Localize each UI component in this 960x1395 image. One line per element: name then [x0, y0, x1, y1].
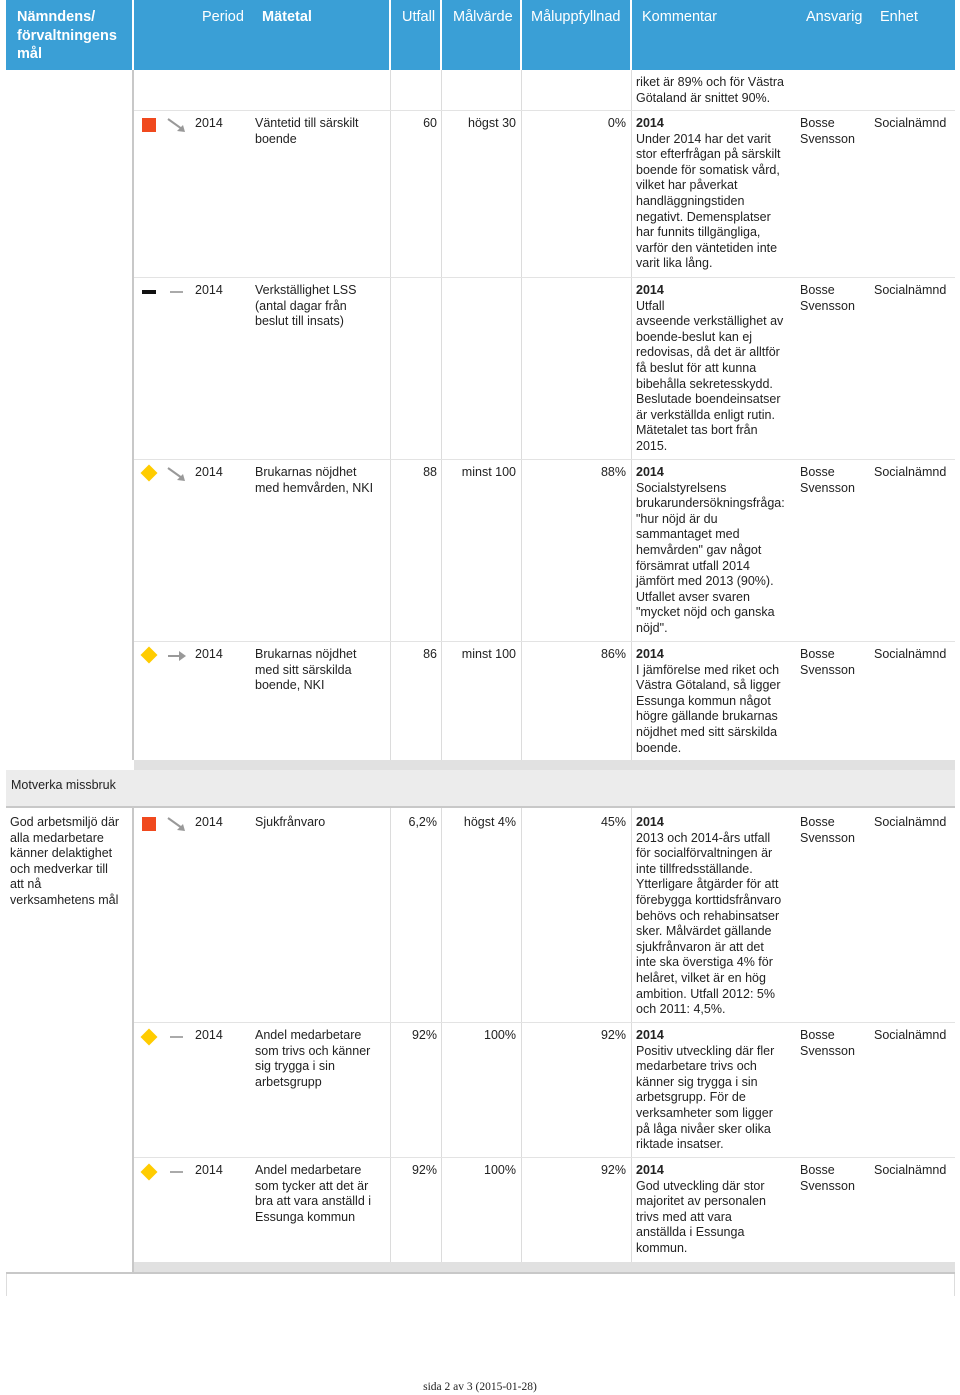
dash-neutral-icon [170, 291, 183, 293]
row-malvarde: minst 100 [461, 465, 516, 479]
row-matetal: Brukarnas nöjdhet med hemvården, NKI [255, 465, 374, 495]
row-comment-year: 2014 [636, 1028, 664, 1042]
row-enhet: Socialnämnd [874, 647, 947, 661]
row-enhet: Socialnämnd [874, 815, 947, 829]
row-enhet: Socialnämnd [874, 116, 947, 130]
row-comment: God utveckling där stor majoritet av personalen trivs med att vara anställda i Essunga kommun. [636, 1178, 766, 1255]
right-column-bottom-edge [954, 1274, 955, 1296]
yellow-diamond-icon [141, 1029, 158, 1046]
row-comment: Positiv utveckling där fler medarbetare trivs och känner sig trygga i sin arbetsgrupp. För de verksamheter som ligger på låga nivåer sker olika riktade insatser. [636, 1043, 775, 1152]
row-utfall: 86 [423, 647, 437, 661]
row-period: 2014 [195, 1028, 223, 1042]
section-header-band [6, 770, 955, 806]
header-divider-3 [440, 0, 442, 70]
header-kommentar: Kommentar [642, 9, 717, 25]
goal-text: God arbetsmiljö där alla medarbetare känner delaktighet och medverkar till att nå verksamhetens mål [10, 815, 120, 907]
row-maluppfyllnad: 92% [600, 1163, 626, 1177]
row-separator [134, 110, 955, 111]
arrow-down-right-icon [166, 465, 188, 483]
section-title: Motverka missbruk [11, 778, 116, 792]
row-malvarde: 100% [484, 1028, 516, 1042]
header-divider-1 [132, 0, 134, 70]
row-comment: 2013 och 2014-års utfall för socialförvaltningen är inte tillfredsställande. Ytterligare åtgärder för att förebygga korttidsfrånvaro behövs och rehabinsatser sker. Målvärdet gällande sjukfrånvaron är att det inte ska överstiga 4% för helåret, vilket är en hög ambition. Utfall 2012: 5% och 2011: 4,5%. [636, 830, 782, 1017]
row-utfall: 88 [423, 465, 437, 479]
row-ansvarig: Bosse Svensson [800, 815, 855, 845]
header-goal: Nämndens/ förvaltningens mål [6, 0, 132, 70]
section-end-band [134, 760, 955, 770]
row-utfall: 60 [423, 116, 437, 130]
row-comment: I jämförelse med riket och Västra Götaland, så ligger Essunga kommun något högre gällande brukarnas nöjdhet med sitt särskilda boende. [636, 662, 781, 755]
row-separator [134, 1022, 955, 1023]
header-enhet: Enhet [880, 9, 918, 25]
yellow-diamond-icon [141, 465, 158, 482]
row-maluppfyllnad: 88% [600, 465, 626, 479]
left-column-bottom-edge [6, 1274, 7, 1296]
row-matetal: Andel medarbetare som trivs och känner sig trygga i sin arbetsgrupp [255, 1028, 371, 1089]
page-footer: sida 2 av 3 (2015-01-28) [423, 1381, 537, 1393]
yellow-diamond-icon [141, 647, 158, 664]
table-end-rule [6, 1272, 955, 1274]
header-divider-4 [520, 0, 522, 70]
row-enhet: Socialnämnd [874, 1028, 947, 1042]
table-end-band [134, 1262, 955, 1272]
arrow-down-right-icon [166, 815, 188, 833]
row-matetal: Väntetid till särskilt boende [255, 116, 359, 146]
row-comment-year: 2014 [636, 1163, 664, 1177]
header-divider-5 [630, 0, 632, 70]
black-dash-icon [142, 290, 156, 294]
row-ansvarig: Bosse Svensson [800, 1163, 855, 1193]
red-square-icon [142, 118, 156, 132]
row-ansvarig: Bosse Svensson [800, 1028, 855, 1058]
row-period: 2014 [195, 465, 223, 479]
red-square-icon [142, 817, 156, 831]
row-ansvarig: Bosse Svensson [800, 283, 855, 313]
grid-line [631, 70, 632, 760]
row-comment: Socialstyrelsens brukarundersökningsfråga: "hur nöjd är du sammantaget med hemvården" gav något försämrat utfall 2014 jämfört med 2013 (90%). Utfallet avser svaren "mycket nöjd och ganska nöjd". [636, 480, 785, 635]
arrow-down-right-icon [166, 116, 188, 134]
header-matetal: Mätetal [262, 9, 312, 25]
row-maluppfyllnad: 92% [600, 1028, 626, 1042]
row-period: 2014 [195, 116, 223, 130]
row-separator [134, 641, 955, 642]
row-matetal: Andel medarbetare som tycker att det är bra att vara anställd i Essunga kommun [255, 1163, 372, 1224]
row-enhet: Socialnämnd [874, 465, 947, 479]
section-bottom-rule [6, 806, 955, 808]
header-divider-2 [389, 0, 391, 70]
dash-neutral-icon [170, 1036, 183, 1038]
row-enhet: Socialnämnd [874, 1163, 947, 1177]
header-utfall: Utfall [402, 9, 436, 25]
row-comment-year: 2014 [636, 815, 664, 829]
left-column-border [132, 70, 134, 760]
row-separator [134, 277, 955, 278]
row-matetal: Verkställighet LSS (antal dagar från beslut till insats) [255, 283, 357, 329]
row-ansvarig: Bosse Svensson [800, 465, 855, 495]
row-malvarde: högst 30 [468, 116, 516, 130]
left-column-border-2 [132, 808, 134, 1272]
arrow-right-icon [166, 648, 188, 664]
row-period: 2014 [195, 647, 223, 661]
header-period: Period [202, 9, 244, 25]
header-ansvarig: Ansvarig [806, 9, 863, 25]
row-comment: Under 2014 har det varit stor efterfrågan på särskilt boende för somatisk vård, vilket har påverkat handläggningstiden negativt. Demensplatser har funnits tillgängliga, varför den väntetiden inte varit lika lång. [636, 131, 781, 271]
row-comment-year: 2014 [636, 647, 664, 661]
row-maluppfyllnad: 0% [607, 116, 626, 130]
header-malvarde: Målvärde [453, 9, 513, 25]
row-comment-year: 2014 [636, 283, 664, 297]
row-period: 2014 [195, 1163, 223, 1177]
row-period: 2014 [195, 283, 223, 297]
row-malvarde: högst 4% [463, 815, 516, 829]
row-period: 2014 [195, 815, 223, 829]
row-malvarde: 100% [484, 1163, 516, 1177]
row-separator [134, 1157, 955, 1158]
row-matetal: Sjukfrånvaro [255, 815, 326, 829]
comment-continuation: riket är 89% och för Västra Götaland är snittet 90%. [636, 75, 784, 105]
row-utfall: 6,2% [408, 815, 437, 829]
row-utfall: 92% [411, 1028, 437, 1042]
row-ansvarig: Bosse Svensson [800, 116, 855, 146]
row-comment-year: 2014 [636, 465, 664, 479]
row-utfall: 92% [411, 1163, 437, 1177]
row-separator [134, 459, 955, 460]
row-comment: Utfall avseende verkställighet av boende-beslut kan ej redovisas, då det är alltför få beslut för att kunna bibehålla sekretesskydd. Beslutade boendeinsatser är verkställda enligt rutin. Mätetalet tas bort från 2015. [636, 298, 784, 453]
yellow-diamond-icon [141, 1164, 158, 1181]
header-maluppfyllnad: Måluppfyllnad [531, 9, 621, 25]
row-matetal: Brukarnas nöjdhet med sitt särskilda boende, NKI [255, 647, 357, 693]
row-enhet: Socialnämnd [874, 283, 947, 297]
row-malvarde: minst 100 [461, 647, 516, 661]
dash-neutral-icon [170, 1171, 183, 1173]
grid-line [631, 808, 632, 1272]
row-ansvarig: Bosse Svensson [800, 647, 855, 677]
row-comment-year: 2014 [636, 116, 664, 130]
row-maluppfyllnad: 45% [600, 815, 626, 829]
row-maluppfyllnad: 86% [600, 647, 626, 661]
